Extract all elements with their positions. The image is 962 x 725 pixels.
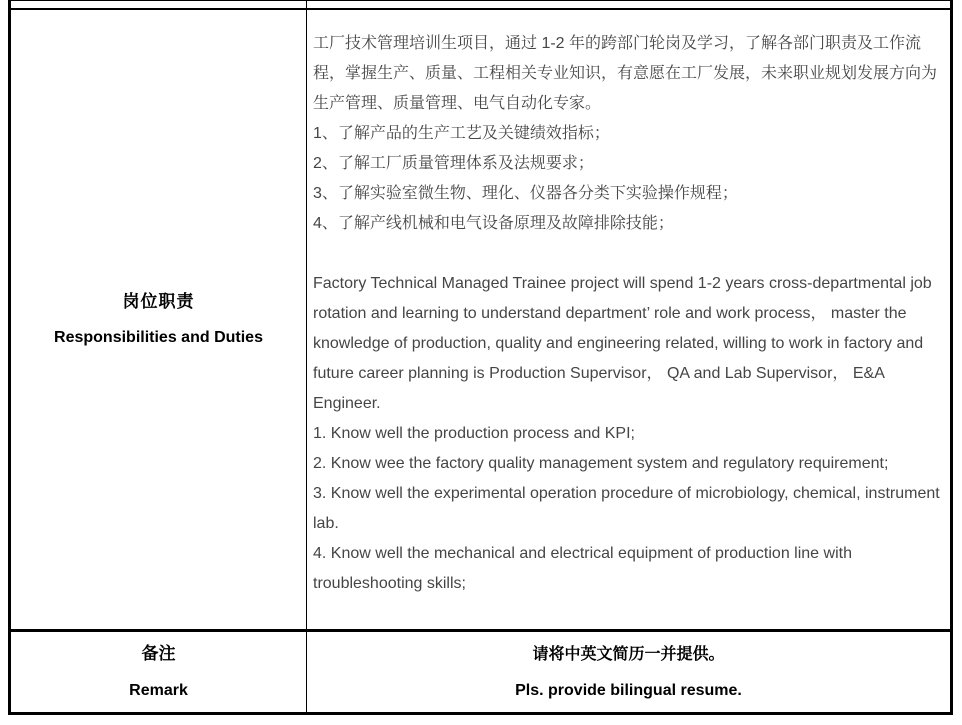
remark-label-cell <box>11 632 307 712</box>
en-item-1: 1. Know well the production process and KPI; <box>313 425 635 442</box>
remark-note-zh: 请将中英文简历一并提供。 <box>532 645 725 663</box>
responsibilities-label-zh: 岗位职责 <box>122 292 195 311</box>
en-item-4: 4. Know well the mechanical and electrical equipment of production line with troubleshooting skills; <box>313 545 852 592</box>
remark-note-en: Pls. provide bilingual resume. <box>515 681 742 699</box>
remark-content-cell <box>307 632 950 712</box>
remark-label-en: Remark <box>129 682 188 699</box>
zh-item-4: 4、了解产线机械和电气设备原理及故障排除技能； <box>313 215 674 232</box>
zh-intro-paragraph: 工厂技术管理培训生项目，通过 1-2 年的跨部门轮岗及学习，了解各部门职责及工作流程，掌握生产、质量、工程相关专业知识，有意愿在工厂发展，未来职业规划发展方向为生产管理、质量管理、电气自动化专家。 <box>313 35 938 112</box>
top-partial-right-cell <box>307 1 950 8</box>
zh-item-2: 2、了解工厂质量管理体系及法规要求； <box>313 155 594 172</box>
en-item-2: 2. Know wee the factory quality management system and regulatory requirement; <box>313 455 889 472</box>
job-description-table <box>8 0 953 715</box>
remark-label-zh: 备注 <box>141 644 176 663</box>
responsibilities-content-cell <box>307 10 950 629</box>
responsibilities-row <box>11 10 950 632</box>
en-item-3: 3. Know well the experimental operation procedure of microbiology, chemical, instrument lab. <box>313 485 940 532</box>
responsibilities-label-en: Responsibilities and Duties <box>54 329 263 346</box>
top-partial-row <box>11 0 950 10</box>
en-intro-paragraph: Factory Technical Managed Trainee project will spend 1-2 years cross-departmental job rotation and learning to understand department’ role and work process， master the knowledge of production, quality and engineering related, willing to work in factory and future career planning is Production Supervisor， QA and Lab Supervisor， E&A Engineer. <box>313 275 932 412</box>
zh-item-3: 3、了解实验室微生物、理化、仪器各分类下实验操作规程； <box>313 185 738 202</box>
remark-row <box>11 632 950 712</box>
zh-item-1: 1、了解产品的生产工艺及关键绩效指标； <box>313 125 610 142</box>
responsibilities-label-cell <box>11 10 307 629</box>
top-partial-left-cell <box>11 1 307 8</box>
